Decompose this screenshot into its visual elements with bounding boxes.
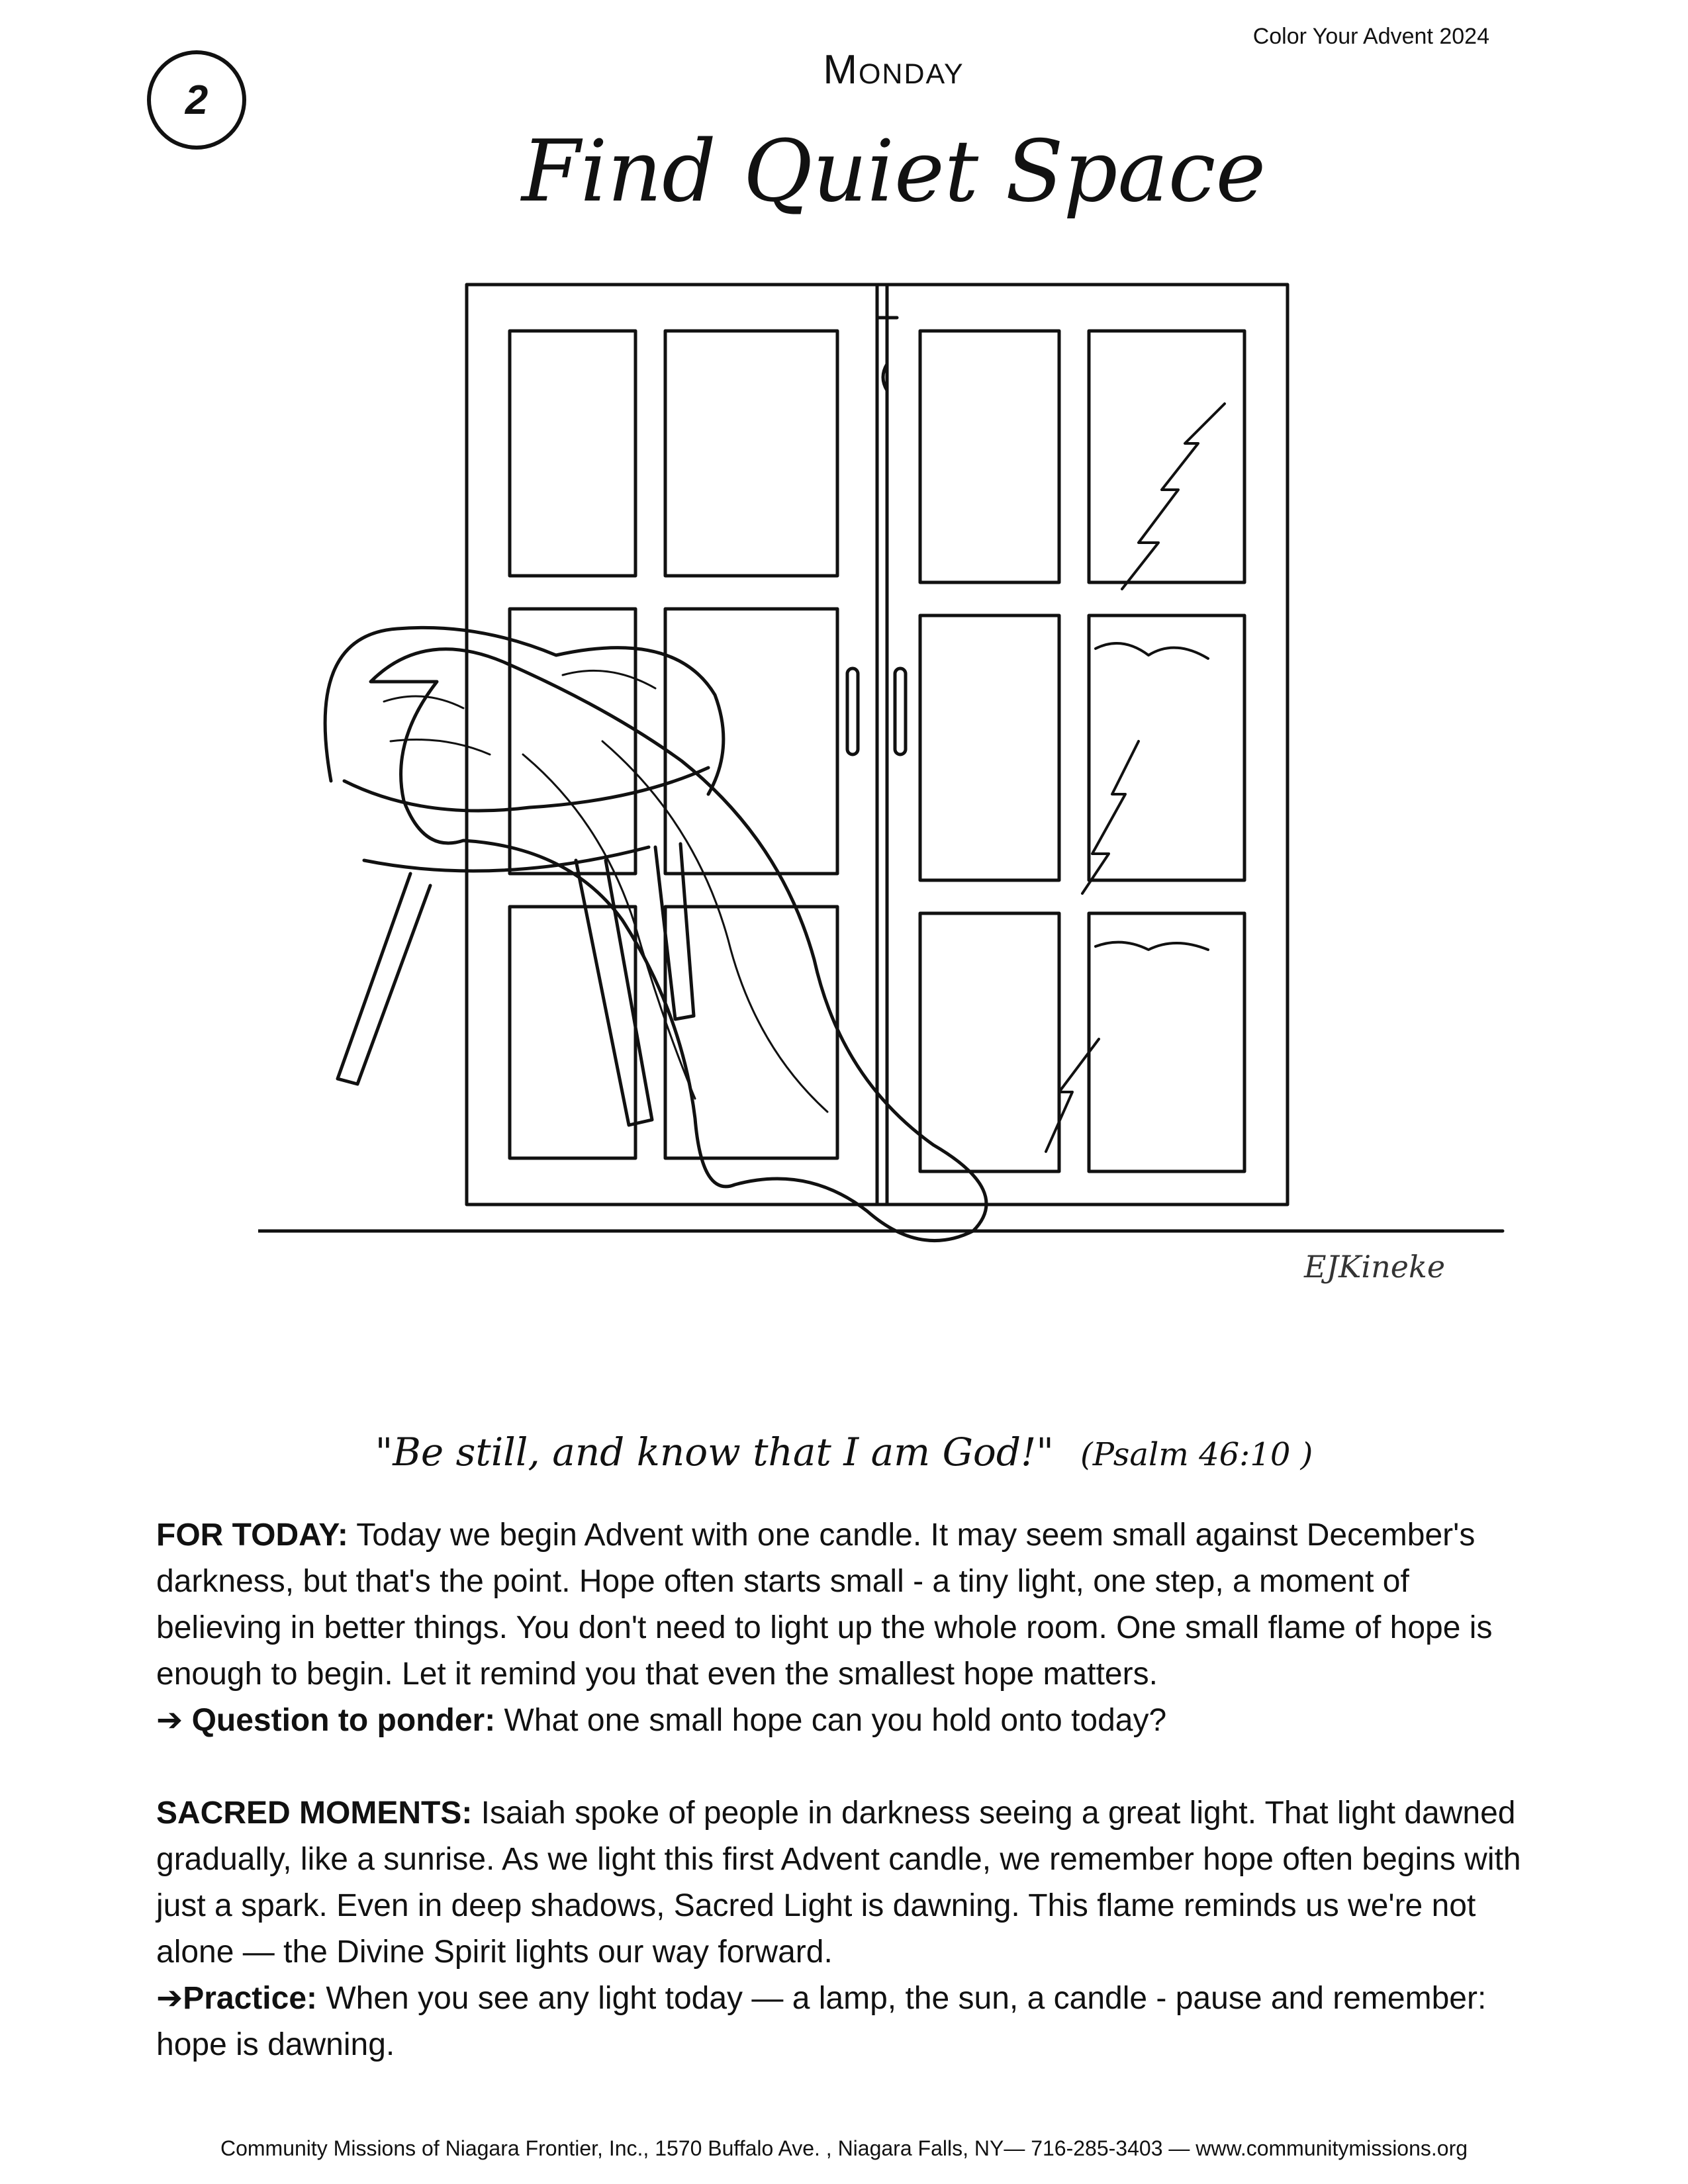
tree-outside xyxy=(1046,404,1225,1152)
footer-contact: Community Missions of Niagara Frontier, Inc., 1570 Buffalo Ave. , Niagara Falls, NY— 716-285-3403 — www.communitymissions.org xyxy=(220,2136,1468,2160)
scripture-verse xyxy=(0,1430,1688,1475)
verse-text: "Be still, and know that I am God!" xyxy=(375,1430,1054,1475)
sacred-moments-text: Isaiah spoke of people in darkness seeing a great light. That light dawned gradually, like a sunrise. As we light this first Advent candle, we remember hope often begins with just a spark. Even in deep shadows, Sacred Light is dawning. This flame reminds us we're not alone — the Divine Spirit lights our way forward. xyxy=(156,1796,1521,1970)
arrow-icon: ➔ xyxy=(156,1703,192,1738)
devotional-body xyxy=(156,1512,1540,2068)
chair-window-illustration xyxy=(258,278,1516,1403)
question-to-ponder xyxy=(156,1698,1540,1744)
practice-text: When you see any light today — a lamp, the sun, a candle - pause and remember: hope is dawning. xyxy=(156,1981,1487,2062)
for-today-label: FOR TODAY: xyxy=(156,1518,348,1553)
snow-line xyxy=(1096,643,1208,950)
day-name: Monday xyxy=(823,47,964,93)
question-text: What one small hope can you hold onto today? xyxy=(495,1703,1167,1738)
for-today-section xyxy=(156,1512,1540,1698)
verse-reference: (Psalm 46:10 ) xyxy=(1080,1436,1313,1473)
left-panes xyxy=(510,331,837,1158)
series-header: Color Your Advent 2024 xyxy=(1252,24,1489,49)
right-panes xyxy=(920,331,1244,1171)
page-title: Find Quiet Space xyxy=(521,122,1266,221)
for-today-text: Today we begin Advent with one candle. It may seem small against December's darkness, but that's the point. Hope often starts small - a tiny light, one step, a moment of believing in better things. You don't need to light up the whole room. One small flame of hope is enough to begin. Let it remind you that even the smallest hope matters. xyxy=(156,1518,1493,1692)
question-label: Question to ponder: xyxy=(191,1703,496,1738)
artist-signature: EJKineke xyxy=(1304,1249,1446,1285)
sacred-moments-label: SACRED MOMENTS: xyxy=(156,1796,473,1831)
practice xyxy=(156,1976,1540,2068)
practice-label: Practice: xyxy=(183,1981,317,2016)
sacred-moments-section xyxy=(156,1790,1540,1976)
day-number-badge: 2 xyxy=(147,50,246,150)
arrow-icon: ➔ xyxy=(156,1981,183,2016)
